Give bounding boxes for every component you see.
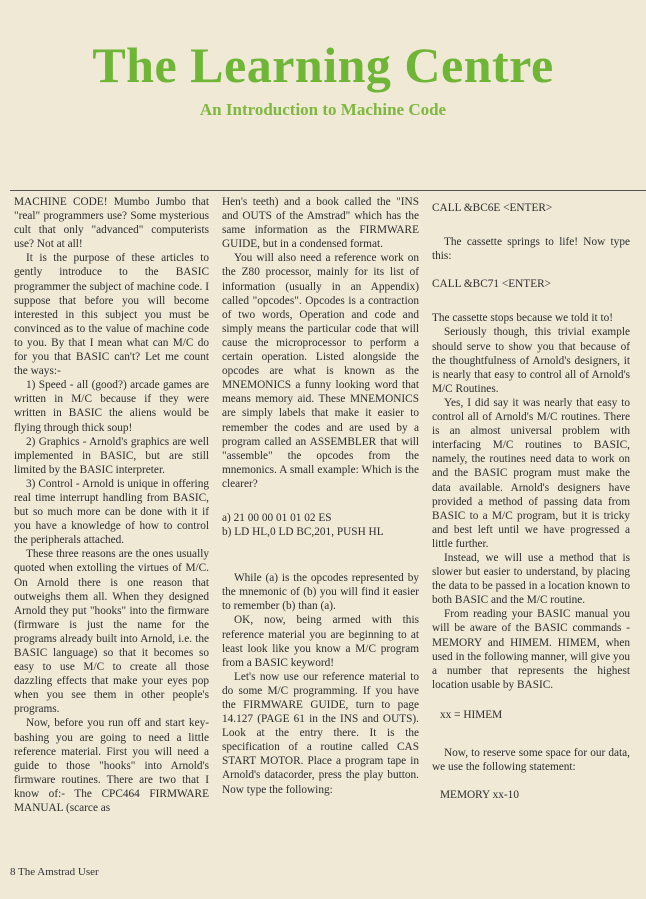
header-divider xyxy=(10,190,646,191)
paragraph: The cassette stops because we told it to! xyxy=(432,312,614,325)
code-line: CALL &BC6E <ENTER> xyxy=(432,202,553,214)
paragraph: Let's now use our reference material to do some M/C programming. If you have the FIRMWARE GUIDE, turn to page 14.127 (PAGE 61 in the INS and OUTS). Look at the entry there. It is the specification of a routine called CAS START MOTOR. Place a program tape in Arnold's datacorder, press the play button. Now type the following: xyxy=(222,670,419,796)
code-line: xx = HIMEM xyxy=(440,708,503,721)
page-subtitle: An Introduction to Machine Code xyxy=(199,100,447,119)
paragraph: While (a) is the opcodes represented by the mnemonic of (b) you will find it easier to remember (b) than (a). xyxy=(222,572,419,613)
paragraph: Now, to reserve some space for our data, we use the following statement: xyxy=(432,747,630,774)
paragraph: You will also need a reference work on the Z80 processor, mainly for its list of information (usually in an Appendix) called "opcodes". Opcodes is a contraction of two words, Operation and code and simply means the particular code that will cause the microprocessor to perform a certain operation. Listed alongside the opcodes are what is known as the MNEMONICS a funny looking word that means memory aid. These MNEMONICS are simply labels that make it easier to remember the codes and are used by a program called an ASSEMBLER that will "assemble" the opcodes from the mnemonics. A small example: Which is the clearer? xyxy=(222,252,419,490)
page-title: The Learning Centre xyxy=(92,37,554,93)
code-example: a) 21 00 00 01 01 02 ES b) LD HL,0 LD BC,201, PUSH HL xyxy=(222,511,384,539)
article-column-3 xyxy=(432,195,630,820)
paragraph: Instead, we will use a method that is slower but easier to understand, by placing the data to be passed in a location known to both BASIC and the M/C routine. xyxy=(432,551,630,607)
paragraph: 3) Control - Arnold is unique in offering real time interrupt handling from BASIC, but so much more can be done with it if you have a knowledge of how to control the peripherals attached. xyxy=(14,477,209,547)
paragraph: These three reasons are the ones usually quoted when extolling the virtues of M/C. On Arnold there is one reason that outweighs them all. When they designed Arnold they put "hooks" into the firmware (firmware is just the name for the programs already built into Arnold, i.e. the BASIC language) so that it becomes so easy to use M/C to create all those dazzling effects that make your eyes pop when you see them in other people's programs. xyxy=(14,548,209,716)
paragraph: From reading your BASIC manual you will be aware of the BASIC commands - MEMORY and HIMEM. HIMEM, when used in the following manner, will give you a number that represents the highest location usable by BASIC. xyxy=(432,608,630,691)
paragraph: MACHINE CODE! Mumbo Jumbo that "real" programmers use? Some mysterious cult that only "advanced" computerists use? Not at all! xyxy=(14,196,209,251)
paragraph: It is the purpose of these articles to gently introduce to the BASIC programmer the subject of machine code. I suppose that before you will become interested in this subject you must be convinced as to the value of machine code to you. By that I mean what can M/C do for you that BASIC can't? Let me count the ways:- xyxy=(14,252,209,378)
code-line: MEMORY xx-10 xyxy=(440,789,519,802)
paragraph: Seriously though, this trivial example should serve to show you that because of the thoughtfulness of Arnold's designers, it is nearly that easy to control all of Arnold's M/C Routines. xyxy=(432,326,630,395)
paragraph: 1) Speed - all (good?) arcade games are written in M/C because if they were written in BASIC the aliens would be flying through thick soup! xyxy=(14,379,209,434)
page-footer: 8 The Amstrad User xyxy=(10,866,99,878)
paragraph: Hen's teeth) and a book called the "INS and OUTS of the Amstrad" which has the same information as the FIRMWARE GUIDE, but in a condensed format. xyxy=(222,196,419,251)
paragraph: 2) Graphics - Arnold's graphics are well implemented in BASIC, but are still limited by the BASIC interpreter. xyxy=(14,435,209,476)
paragraph: The cassette springs to life! Now type this: xyxy=(432,236,630,263)
code-line: CALL &BC71 <ENTER> xyxy=(432,278,552,291)
paragraph: Now, before you run off and start key-bashing you are going to need a little reference material. First you will need a guide to those "hooks" into Arnold's firmware routines. There are two that I know of:- The CPC464 FIRMWARE MANUAL (scarce as xyxy=(14,717,209,815)
article-column-2 xyxy=(222,195,419,797)
article-column-1 xyxy=(14,195,209,815)
paragraph: OK, now, being armed with this reference material you are beginning to at least look like you know a M/C program from a BASIC keyword! xyxy=(222,614,419,669)
paragraph: Yes, I did say it was nearly that easy to control all of Arnold's M/C routines. There is an almost universal problem with interfacing M/C routines to BASIC, namely, the routines need data to work on and the BASIC program must make the data available. Arnold's designers have provided a method of passing data from BASIC to a M/C program, but it is tricky and best left until we have progressed a little further. xyxy=(432,396,630,550)
